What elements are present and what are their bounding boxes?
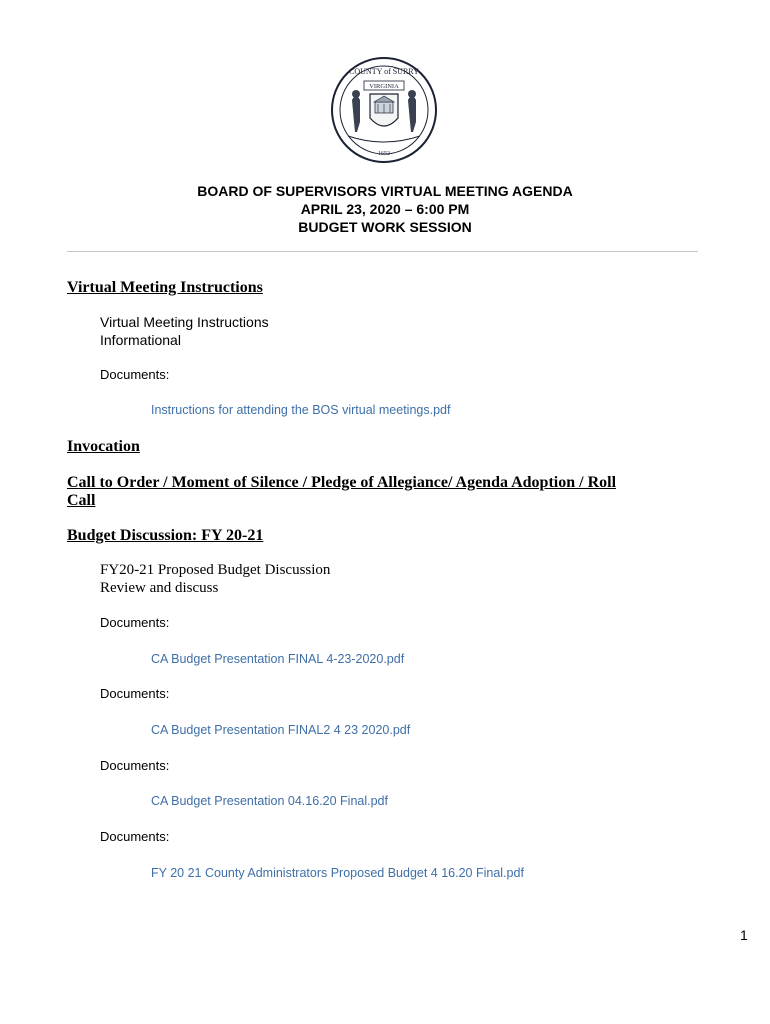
section-heading-virtual-instructions: Virtual Meeting Instructions	[67, 279, 263, 296]
meeting-date: APRIL 23, 2020 – 6:00 PM	[300, 201, 470, 217]
section-heading-call-to-order: Call to Order / Moment of Silence / Pledge of Allegiance/ Agenda Adoption / Roll	[67, 474, 617, 491]
svg-text:COUNTY of SURRY: COUNTY of SURRY	[349, 67, 419, 76]
agenda-item-subtitle: Review and discuss	[100, 580, 219, 596]
section-heading-budget-discussion: Budget Discussion: FY 20-21	[67, 527, 264, 544]
session-title: BUDGET WORK SESSION	[298, 219, 472, 235]
section-heading-call-to-order-continued: Call	[67, 492, 96, 509]
page-number: 1	[740, 927, 748, 943]
header-divider	[67, 251, 698, 252]
county-seal-logo	[330, 56, 438, 164]
document-link[interactable]: CA Budget Presentation FINAL2 4 23 2020.pdf	[151, 723, 411, 737]
svg-text:VIRGINIA: VIRGINIA	[369, 83, 399, 90]
document-link[interactable]: CA Budget Presentation FINAL 4-23-2020.pdf	[151, 652, 405, 666]
agenda-item-subtitle: Informational	[100, 332, 181, 348]
document-link[interactable]: FY 20 21 County Administrators Proposed Budget 4 16.20 Final.pdf	[151, 866, 524, 880]
document-link[interactable]: CA Budget Presentation 04.16.20 Final.pdf	[151, 794, 388, 808]
documents-label: Documents:	[100, 758, 170, 773]
svg-text:1652: 1652	[378, 151, 390, 157]
documents-label: Documents:	[100, 686, 170, 701]
section-heading-invocation: Invocation	[67, 438, 140, 455]
documents-label: Documents:	[100, 367, 170, 382]
documents-label: Documents:	[100, 829, 170, 844]
agenda-item-title: Virtual Meeting Instructions	[100, 314, 269, 330]
documents-label: Documents:	[100, 615, 170, 630]
agenda-title: BOARD OF SUPERVISORS VIRTUAL MEETING AGENDA	[197, 183, 573, 199]
document-link-virtual-instructions[interactable]: Instructions for attending the BOS virtual meetings.pdf	[151, 403, 451, 417]
agenda-item-title: FY20-21 Proposed Budget Discussion	[100, 562, 331, 578]
